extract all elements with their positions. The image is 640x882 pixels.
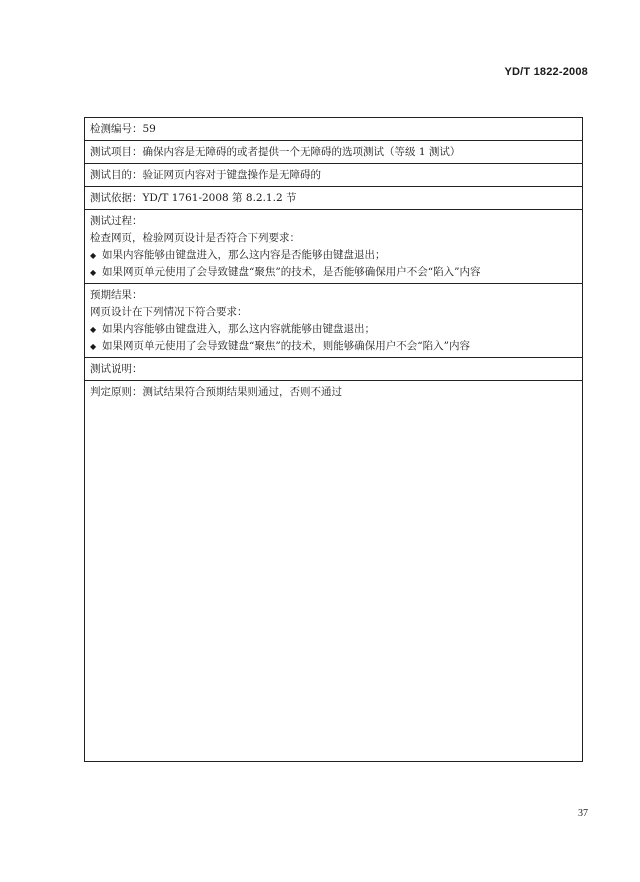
test-item-row (85, 141, 582, 164)
test-basis-row (85, 187, 582, 210)
process-bullet-text: 如果网页单元使用了会导致键盘“聚焦”的技术，是否能够确保用户不会“陷入”内容 (102, 266, 481, 278)
test-purpose-row (85, 164, 582, 187)
expected-bullet-text: 如果内容能够由键盘进入，那么这内容就能够由键盘退出； (102, 323, 375, 335)
test-notes-row (85, 358, 582, 381)
expected-label: 预期结果： (90, 289, 143, 301)
test-number-row (85, 118, 582, 141)
criteria-row (85, 381, 582, 761)
diamond-bullet-icon: ◆ (90, 342, 97, 351)
process-bullet-item (90, 247, 577, 264)
standard-id: YD/T 1822-2008 (504, 66, 588, 78)
diamond-bullet-icon: ◆ (90, 268, 97, 277)
process-intro: 检查网页，检验网页设计是否符合下列要求： (90, 232, 300, 244)
expected-bullet-item (90, 321, 577, 338)
expected-intro: 网页设计在下列情况下符合要求： (90, 306, 248, 318)
expected-result-row (85, 284, 582, 358)
test-purpose: 测试目的：验证网页内容对于键盘操作是无障碍的 (90, 169, 321, 181)
diamond-bullet-icon: ◆ (90, 325, 97, 334)
process-bullet-item (90, 264, 577, 281)
judgment-criteria: 判定原则：测试结果符合预期结果则通过，否则不通过 (90, 386, 342, 398)
expected-bullet-text: 如果网页单元使用了会导致键盘“聚焦”的技术，则能够确保用户不会“陷入”内容 (102, 340, 470, 352)
process-bullet-text: 如果内容能够由键盘进入，那么这内容是否能够由键盘退出； (102, 249, 386, 261)
process-label: 测试过程： (90, 215, 143, 227)
test-case-table (84, 117, 583, 762)
test-basis: 测试依据：YD/T 1761-2008 第 8.2.1.2 节 (90, 192, 297, 204)
page-number: 37 (578, 808, 588, 819)
expected-bullet-item (90, 338, 577, 355)
test-notes: 测试说明： (90, 363, 143, 375)
test-process-row (85, 210, 582, 284)
test-item: 测试项目：确保内容是无障碍的或者提供一个无障碍的选项测试（等级 1 测试） (90, 146, 461, 158)
test-number: 检测编号：59 (90, 123, 156, 135)
diamond-bullet-icon: ◆ (90, 251, 97, 260)
